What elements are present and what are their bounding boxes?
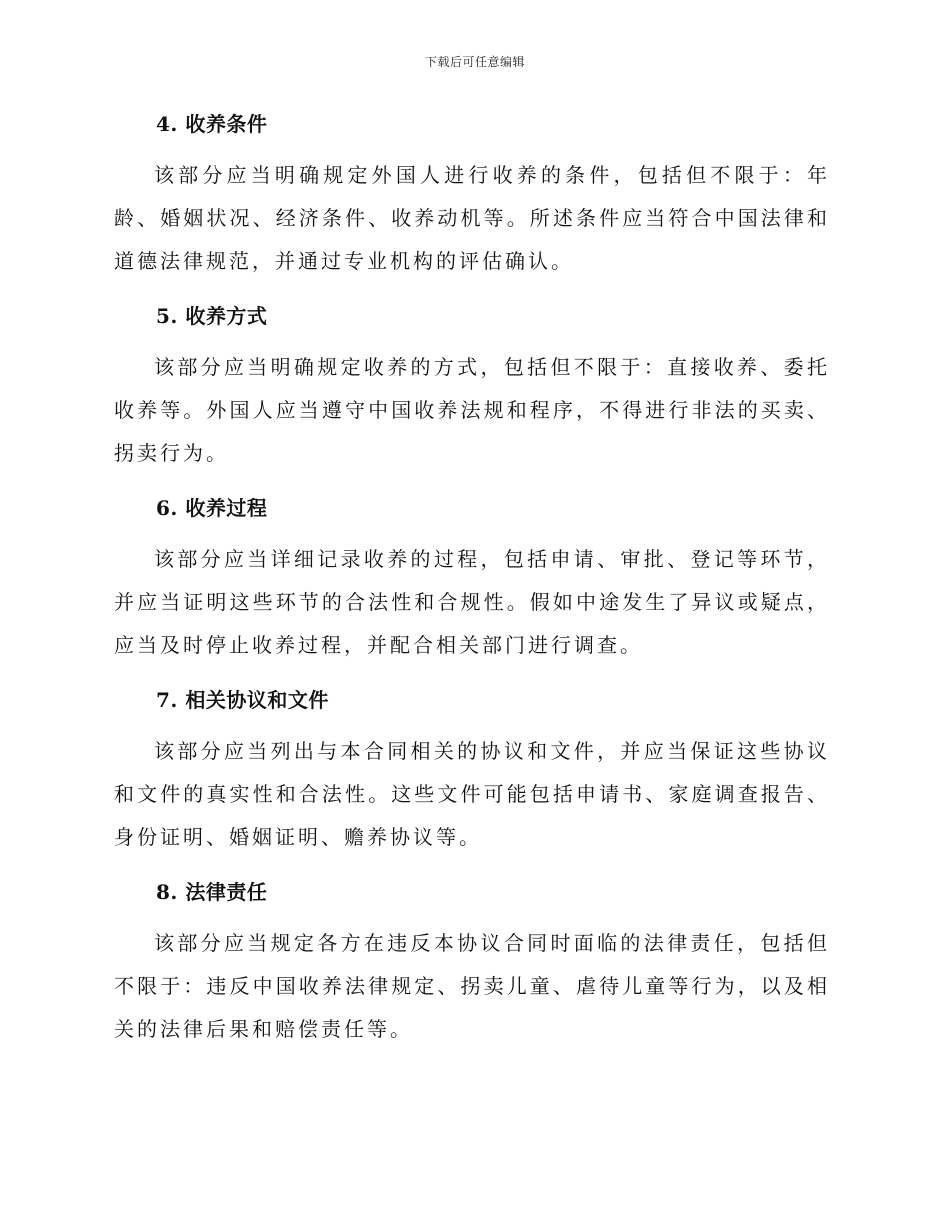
section-paragraph: 该部分应当规定各方在违反本协议合同时面临的法律责任，包括但不限于：违反中国收养法律规定、拐卖儿童、虐待儿童等行为，以及相关的法律后果和赔偿责任等。 (114, 931, 830, 1041)
section-paragraph: 该部分应当详细记录收养的过程，包括申请、审批、登记等环节，并应当证明这些环节的合法性和合规性。假如中途发生了异议或疑点，应当及时停止收养过程，并配合相关部门进行调查。 (114, 547, 830, 657)
section-heading: 4. 收养条件 (156, 112, 268, 136)
section-legal-liability (114, 878, 830, 1051)
section-heading: 6. 收养过程 (156, 496, 268, 520)
section-paragraph: 该部分应当明确规定收养的方式，包括但不限于：直接收养、委托收养等。外国人应当遵守中国收养法规和程序，不得进行非法的买卖、拐卖行为。 (114, 355, 830, 465)
section-adoption-methods (114, 302, 830, 475)
document-content (114, 110, 830, 1070)
section-adoption-process (114, 494, 830, 667)
section-adoption-conditions (114, 110, 830, 283)
section-heading: 8. 法律责任 (156, 880, 268, 904)
section-heading: 7. 相关协议和文件 (156, 688, 329, 712)
section-paragraph: 该部分应当明确规定外国人进行收养的条件，包括但不限于：年龄、婚姻状况、经济条件、收养动机等。所述条件应当符合中国法律和道德法律规范，并通过专业机构的评估确认。 (114, 163, 830, 273)
header-note: 下载后可任意编辑 (424, 55, 525, 69)
section-paragraph: 该部分应当列出与本合同相关的协议和文件，并应当保证这些协议和文件的真实性和合法性。这些文件可能包括申请书、家庭调查报告、身份证明、婚姻证明、赡养协议等。 (114, 739, 830, 849)
section-heading: 5. 收养方式 (156, 304, 268, 328)
section-related-agreements (114, 686, 830, 859)
